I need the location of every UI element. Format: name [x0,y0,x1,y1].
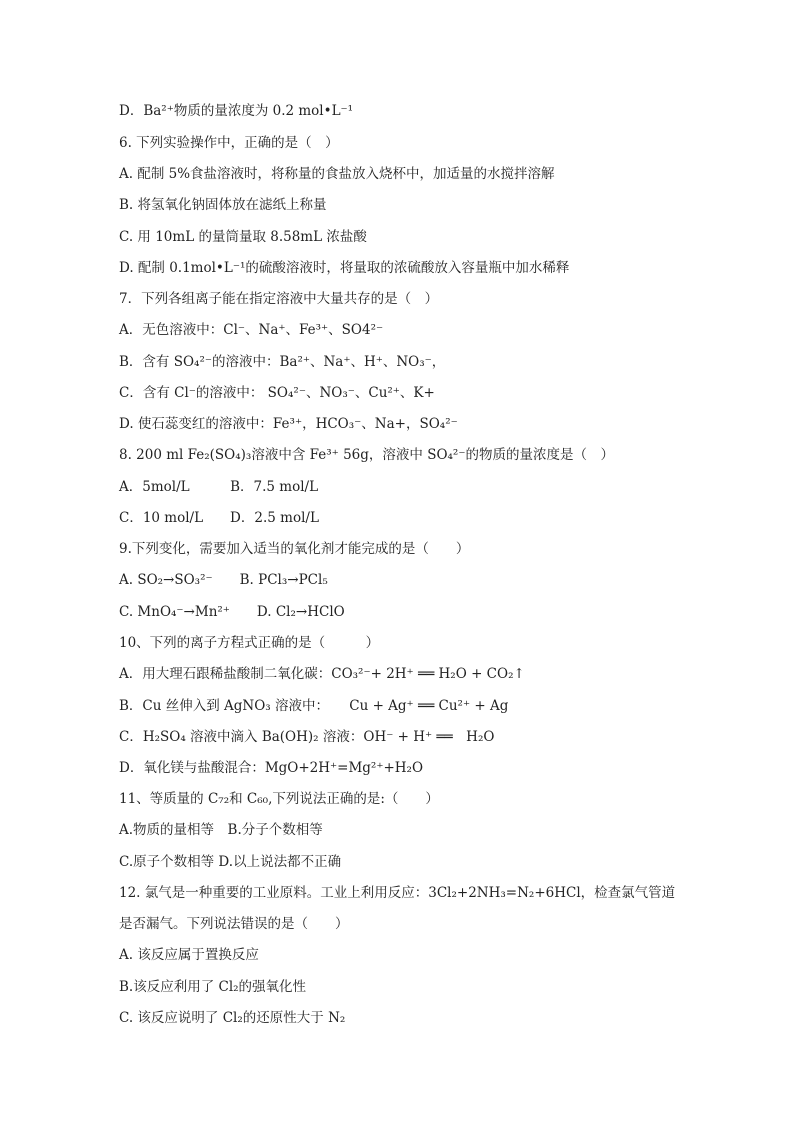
q7-option-a: A．无色溶液中：Cl⁻、Na⁺、Fe³⁺、SO4²⁻ [119,322,384,338]
q10-option-a: A．用大理石跟稀盐酸制二氧化碳：CO₃²⁻+ 2H⁺ ══ H₂O + CO₂↑ [119,666,525,682]
q9-options-cd: C. MnO₄⁻→Mn²⁺ D. Cl₂→HClO [119,604,345,620]
q7-option-b: B．含有 SO₄²⁻的溶液中：Ba²⁺、Na⁺、H⁺、NO₃⁻， [119,354,446,370]
q7-option-c: C．含有 Cl⁻的溶液中： SO₄²⁻、NO₃⁻、Cu²⁺、K+ [119,385,435,401]
q12-option-b: B.该反应利用了 Cl₂的强氧化性 [119,979,307,995]
q12-option-c: C. 该反应说明了 Cl₂的还原性大于 N₂ [119,1010,346,1026]
q8-stem: 8. 200 ml Fe₂(SO₄)₃溶液中含 Fe³⁺ 56g，溶液中 SO₄²⁻的物质的量浓度是（ ） [119,447,614,463]
q6-option-d: D. 配制 0.1mol•L⁻¹的硫酸溶液时，将量取的浓硫酸放入容量瓶中加水稀释 [119,260,570,276]
q5-option-d: D．Ba²⁺物质的量浓度为 0.2 mol•L⁻¹ [119,103,354,119]
q8-options-cd: C．10 mol/L D．2.5 mol/L [119,510,319,526]
q12-stem-line1: 12. 氯气是一种重要的工业原料。工业上利用反应：3Cl₂+2NH₃=N₂+6HCl，检查氯气管道 [119,885,676,901]
q6-option-c: C. 用 10mL 的量筒量取 8.58mL 浓盐酸 [119,229,367,245]
q11-stem: 11、等质量的 C₇₂和 C₆₀,下列说法正确的是:（ ） [119,791,439,807]
q6-option-b: B. 将氢氧化钠固体放在滤纸上称量 [119,197,327,213]
q9-stem: 9.下列变化，需要加入适当的氧化剂才能完成的是（ ） [119,541,470,557]
q12-option-a: A. 该反应属于置换反应 [119,947,259,963]
q6-option-a: A. 配制 5%食盐溶液时，将称量的食盐放入烧杯中，加适量的水搅拌溶解 [119,166,555,182]
q10-option-b: B．Cu 丝伸入到 AgNO₃ 溶液中： Cu + Ag⁺ ══ Cu²⁺ + Ag [119,698,509,714]
q10-option-c: C．H₂SO₄ 溶液中滴入 Ba(OH)₂ 溶液：OH⁻ + H⁺ ══ H₂O [119,729,495,745]
q7-option-d: D. 使石蕊变红的溶液中：Fe³⁺，HCO₃⁻、Na+，SO₄²⁻ [119,416,458,432]
q10-option-d: D．氧化镁与盐酸混合：MgO+2H⁺=Mg²⁺+H₂O [119,760,424,776]
q8-options-ab: A．5mol/L B．7.5 mol/L [119,479,319,495]
q12-stem-line2: 是否漏气。下列说法错误的是（ ） [119,916,349,932]
q11-options-cd: C.原子个数相等 D.以上说法都不正确 [119,854,342,870]
q11-options-ab: A.物质的量相等 B.分子个数相等 [119,822,323,838]
q9-options-ab: A. SO₂→SO₃²⁻ B. PCl₃→PCl₅ [119,572,328,588]
q6-stem: 6. 下列实验操作中，正确的是（ ） [119,135,339,151]
q10-stem: 10、下列的离子方程式正确的是（ ） [119,635,380,651]
q7-stem: 7．下列各组离子能在指定溶液中大量共存的是（ ） [119,291,439,307]
